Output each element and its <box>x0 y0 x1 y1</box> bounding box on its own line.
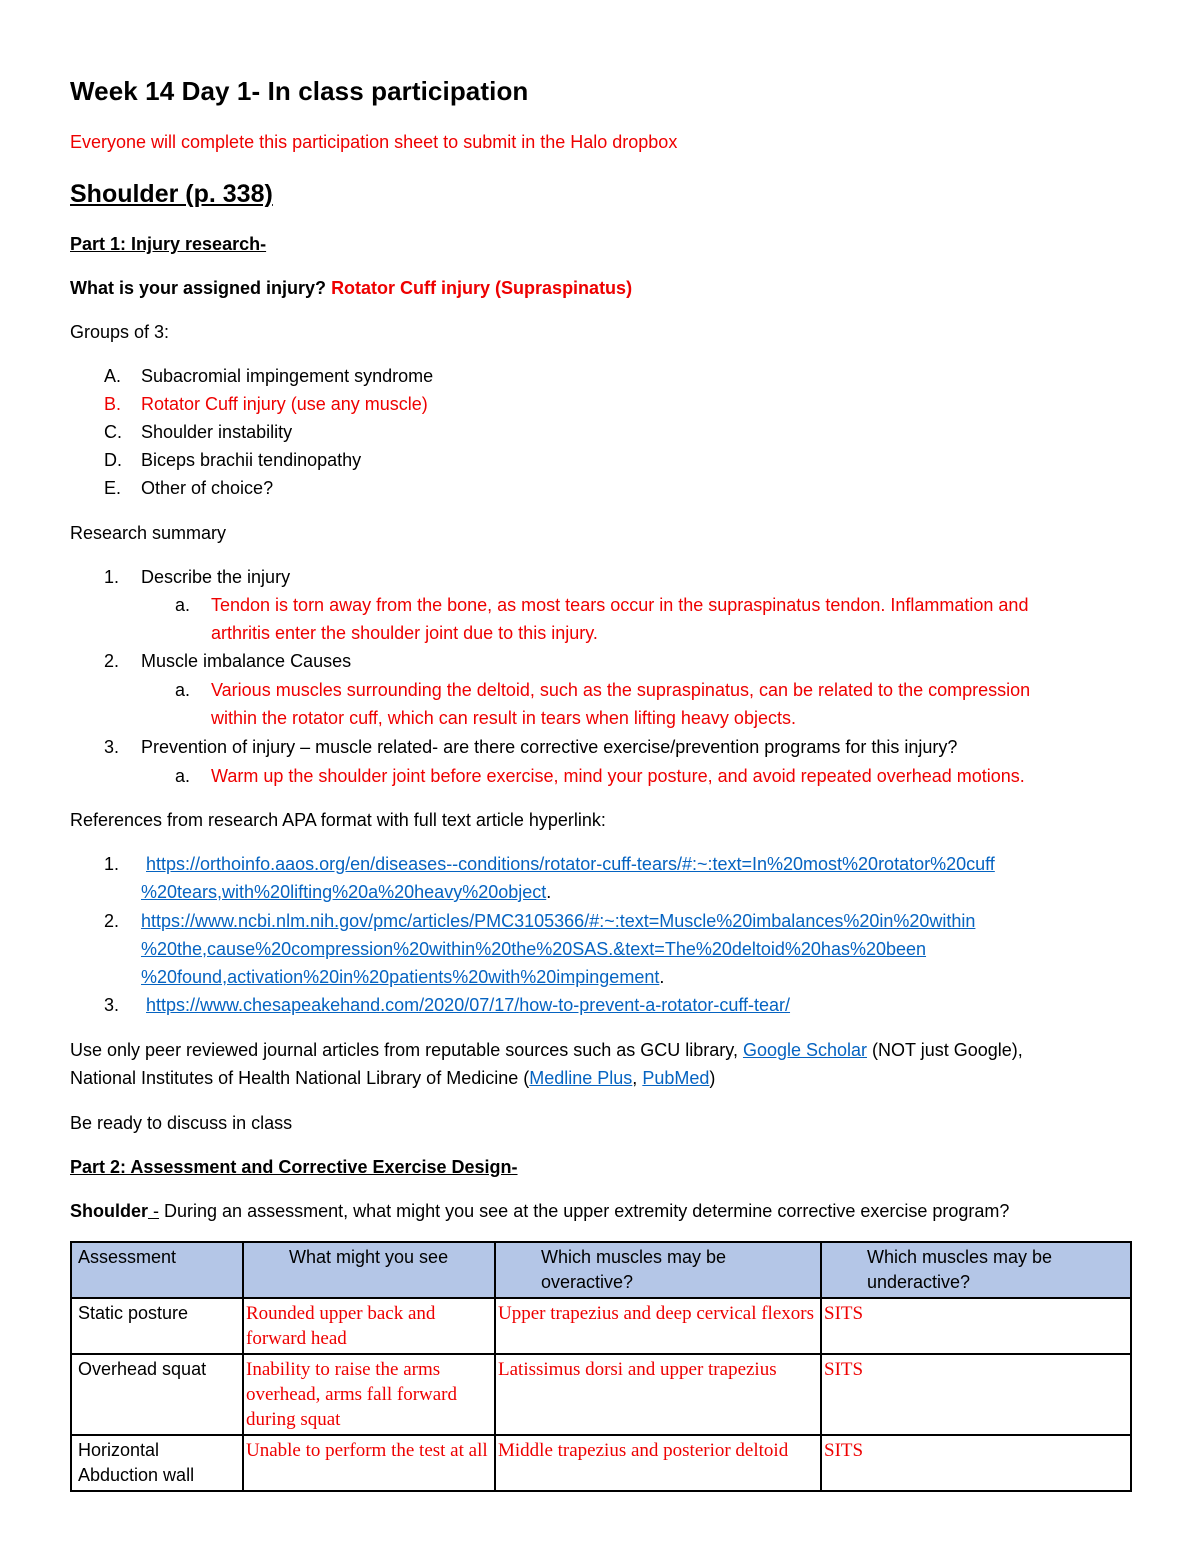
part2-heading: Part 2: Assessment and Corrective Exercise Design- <box>70 1157 518 1177</box>
table-header: Assessment <box>71 1242 243 1298</box>
assigned-injury-question: What is your assigned injury? <box>70 278 327 298</box>
reference-link[interactable]: https://www.chesapeakehand.com/2020/07/17/how-to-prevent-a-rotator-cuff-tear/ <box>146 995 791 1015</box>
discuss-text: Be ready to discuss in class <box>70 1113 293 1133</box>
reference-link[interactable]: %20tears,with%20lifting%20a%20heavy%20object <box>141 882 547 902</box>
reference-link[interactable]: https://www.ncbi.nlm.nih.gov/pmc/articles/PMC3105366/#:~:text=Muscle%20imbalances%20in%20within <box>141 911 976 931</box>
table-cell: Horizontal Abduction wall <box>71 1435 243 1491</box>
part2-prompt: Shoulder - During an assessment, what might you see at the upper extremity determine corrective exercise program? <box>70 1201 1010 1221</box>
assigned-injury-line <box>70 278 632 299</box>
reference-link[interactable]: %20the,cause%20compression%20within%20the%20SAS.&text=The%20deltoid%20has%20been <box>141 939 927 959</box>
table-cell: Latissimus dorsi and upper trapezius <box>495 1354 821 1435</box>
table-cell: Middle trapezius and posterior deltoid <box>495 1435 821 1491</box>
table-cell: Overhead squat <box>71 1354 243 1435</box>
research-summary-label: Research summary <box>70 523 227 543</box>
medline-plus-link[interactable]: Medline Plus <box>529 1068 633 1088</box>
table-cell: Static posture <box>71 1298 243 1354</box>
part1-heading: Part 1: Injury research- <box>70 234 267 254</box>
pubmed-link[interactable]: PubMed <box>642 1068 710 1088</box>
google-scholar-link[interactable]: Google Scholar <box>742 1040 868 1060</box>
sources-line-1: Use only peer reviewed journal articles from reputable sources such as GCU library, Google Scholar (NOT just Google), <box>70 1040 1023 1060</box>
reference-link[interactable]: %20found,activation%20in%20patients%20with%20impingement <box>141 967 660 987</box>
table-header: What might you see <box>243 1242 495 1298</box>
assigned-injury-answer: Rotator Cuff injury (Supraspinatus) <box>331 278 633 298</box>
table-row <box>71 1298 1131 1354</box>
table-row <box>71 1435 1131 1491</box>
table-cell: SITS <box>821 1298 1131 1354</box>
table-cell: Inability to raise the arms overhead, arms fall forward during squat <box>243 1354 495 1435</box>
table-cell: SITS <box>821 1435 1131 1491</box>
table-header-row <box>71 1242 1131 1298</box>
page-title: Week 14 Day 1- In class participation <box>70 76 529 106</box>
instruction-text: Everyone will complete this participation sheet to submit in the Halo dropbox <box>70 132 678 152</box>
groups-label: Groups of 3: <box>70 322 170 342</box>
references-label: References from research APA format with full text article hyperlink: <box>70 810 606 830</box>
table-cell: SITS <box>821 1354 1131 1435</box>
table-header: Which muscles may be overactive? <box>495 1242 821 1298</box>
section-heading: Shoulder (p. 338) <box>70 180 273 208</box>
table-row <box>71 1354 1131 1435</box>
reference-link[interactable]: https://orthoinfo.aaos.org/en/diseases--conditions/rotator-cuff-tears/#:~:text=In%20most%20rotator%20cuff <box>146 854 995 874</box>
table-cell: Upper trapezius and deep cervical flexors <box>495 1298 821 1354</box>
table-header: Which muscles may be underactive? <box>821 1242 1131 1298</box>
sources-line-2: National Institutes of Health National Library of Medicine (Medline Plus, PubMed) <box>70 1068 716 1088</box>
table-cell: Rounded upper back and forward head <box>243 1298 495 1354</box>
assessment-table <box>70 1241 1132 1492</box>
table-cell: Unable to perform the test at all <box>243 1435 495 1491</box>
